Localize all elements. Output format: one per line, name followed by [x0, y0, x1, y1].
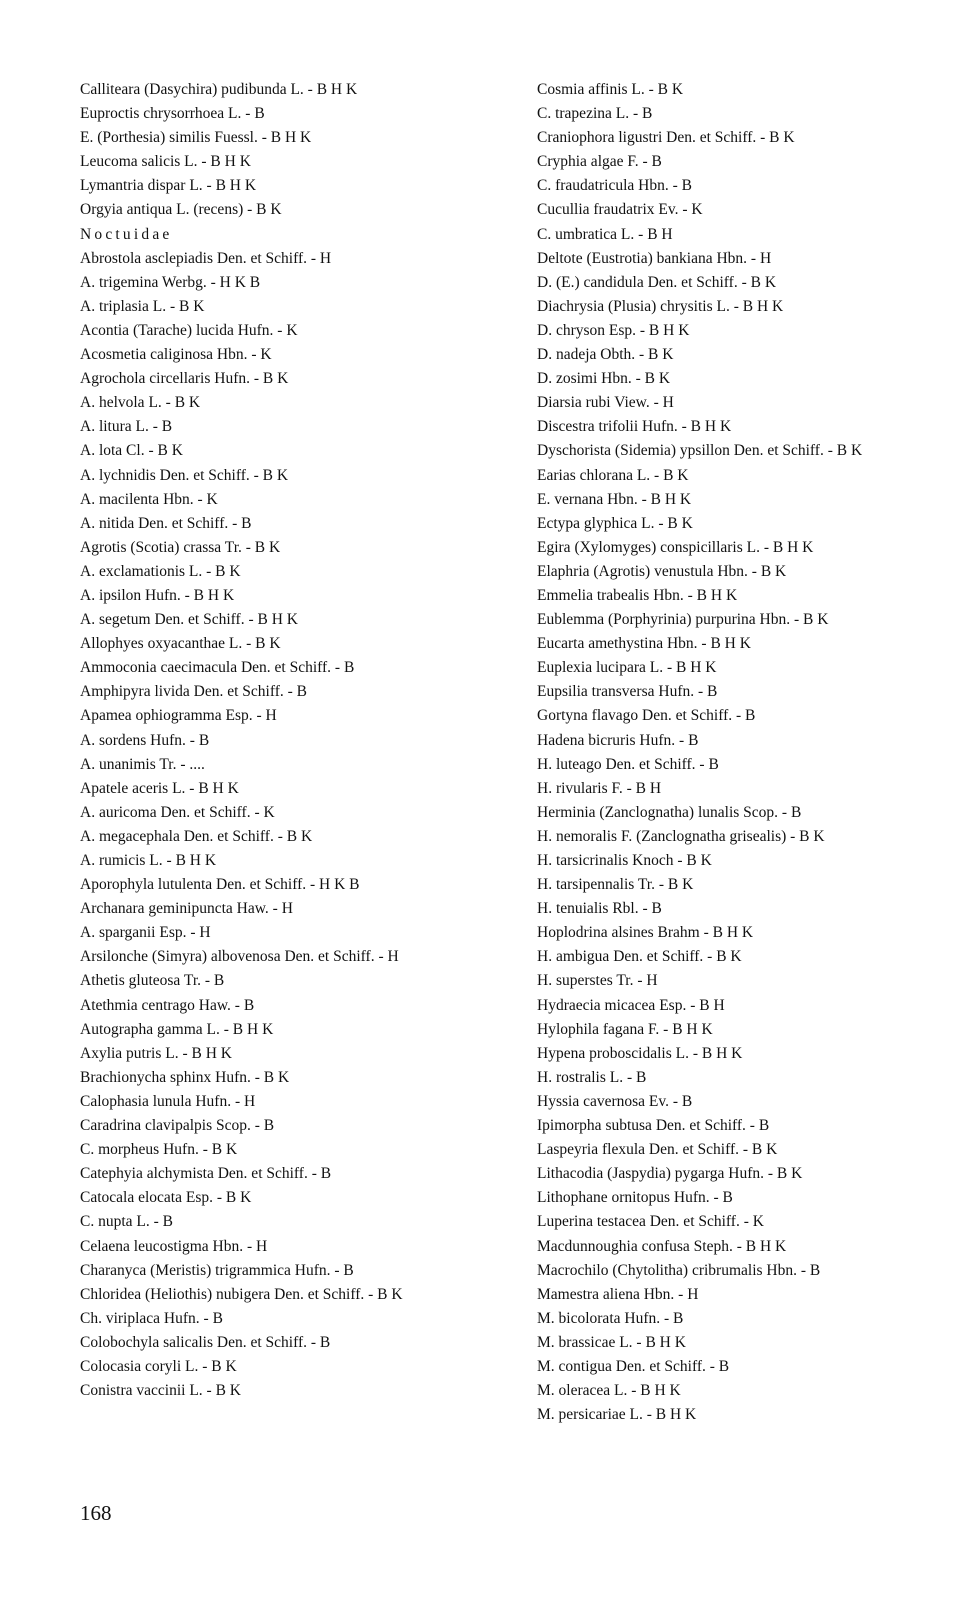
species-entry: Macdunnoughia confusa Steph. - B H K	[537, 1237, 787, 1255]
species-entry: Ipimorpha subtusa Den. et Schiff. - B	[537, 1117, 770, 1135]
species-entry: D. chryson Esp. - B H K	[537, 321, 690, 339]
species-entry: Amphipyra livida Den. et Schiff. - B	[80, 683, 308, 701]
species-entry: Egira (Xylomyges) conspicillaris L. - B H K	[537, 538, 814, 556]
species-entry: Mamestra aliena Hbn. - H	[537, 1285, 699, 1303]
species-entry: Hypena proboscidalis L. - B H K	[537, 1044, 743, 1062]
species-entry: H. rostralis L. - B	[537, 1068, 647, 1086]
species-entry: Calliteara (Dasychira) pudibunda L. - B H K	[80, 81, 358, 98]
species-entry: Hydraecia micacea Esp. - B H	[537, 996, 725, 1014]
species-entry: H. tarsipennalis Tr. - B K	[537, 876, 694, 894]
species-entry: A. lychnidis Den. et Schiff. - B K	[80, 466, 289, 484]
species-entry: Discestra trifolii Hufn. - B H K	[537, 418, 732, 436]
species-entry: H. ambigua Den. et Schiff. - B K	[537, 948, 742, 966]
species-entry: C. trapezina L. - B	[537, 105, 653, 123]
species-entry: Cosmia affinis L. - B K	[537, 81, 684, 98]
species-entry: Colocasia coryli L. - B K	[80, 1357, 237, 1375]
species-entry: C. morpheus Hufn. - B K	[80, 1141, 238, 1159]
species-entry: D. (E.) candidula Den. et Schiff. - B K	[537, 273, 777, 291]
species-entry: D. nadeja Obth. - B K	[537, 346, 674, 364]
species-entry: Chloridea (Heliothis) nubigera Den. et Schiff. - B K	[80, 1285, 403, 1303]
species-entry: Ch. viriplaca Hufn. - B	[80, 1309, 223, 1327]
species-entry: Hadena bicruris Hufn. - B	[537, 731, 699, 749]
species-entry: Eupsilia transversa Hufn. - B	[537, 683, 718, 701]
species-entry: Cucullia fraudatrix Ev. - K	[537, 201, 703, 219]
species-entry: A. segetum Den. et Schiff. - B H K	[80, 611, 298, 629]
species-entry: Craniophora ligustri Den. et Schiff. - B K	[537, 129, 795, 147]
species-entry: Acontia (Tarache) lucida Hufn. - K	[80, 321, 298, 339]
species-entry: Diarsia rubi View. - H	[537, 394, 674, 412]
species-entry: C. umbratica L. - B H	[537, 225, 673, 243]
species-entry: Calophasia lunula Hufn. - H	[80, 1092, 256, 1110]
species-entry: Agrotis (Scotia) crassa Tr. - B K	[80, 538, 281, 556]
species-entry: A. triplasia L. - B K	[80, 297, 205, 315]
species-entry: Conistra vaccinii L. - B K	[80, 1382, 241, 1400]
species-list-left-column	[80, 78, 520, 1403]
species-entry: C. fraudatricula Hbn. - B	[537, 177, 692, 195]
species-entry: A. trigemina Werbg. - H K B	[80, 273, 261, 291]
species-entry: Catocala elocata Esp. - B K	[80, 1189, 252, 1207]
species-entry: M. contigua Den. et Schiff. - B	[537, 1357, 730, 1375]
species-entry: Euproctis chrysorrhoea L. - B	[80, 105, 265, 123]
species-entry: A. rumicis L. - B H K	[80, 852, 217, 869]
species-entry: Herminia (Zanclognatha) lunalis Scop. - B	[537, 803, 802, 821]
species-entry: A. megacephala Den. et Schiff. - B K	[80, 827, 313, 845]
species-entry: E. vernana Hbn. - B H K	[537, 490, 692, 508]
species-entry: A. helvola L. - B K	[80, 394, 201, 412]
species-entry: H. superstes Tr. - H	[537, 972, 658, 990]
species-entry: A. auricoma Den. et Schiff. - K	[80, 803, 275, 821]
species-entry: M. bicolorata Hufn. - B	[537, 1309, 684, 1327]
species-entry: H. tenuialis Rbl. - B	[537, 900, 662, 918]
species-entry: Celaena leucostigma Hbn. - H	[80, 1237, 268, 1255]
species-entry: Orgyia antiqua L. (recens) - B K	[80, 201, 282, 219]
species-entry: Catephyia alchymista Den. et Schiff. - B	[80, 1165, 332, 1183]
species-entry: M. oleracea L. - B H K	[537, 1382, 681, 1400]
species-entry: Arsilonche (Simyra) albovenosa Den. et Schiff. - H	[80, 948, 399, 966]
species-entry: Dyschorista (Sidemia) ypsillon Den. et Schiff. - B K	[537, 442, 863, 460]
species-entry: Lithacodia (Jaspydia) pygarga Hufn. - B K	[537, 1165, 803, 1183]
species-entry: E. (Porthesia) similis Fuessl. - B H K	[80, 129, 312, 147]
species-entry: H. tarsicrinalis Knoch - B K	[537, 852, 712, 869]
species-entry: Lithophane ornitopus Hufn. - B	[537, 1189, 733, 1207]
species-entry: Ammoconia caecimacula Den. et Schiff. - B	[80, 659, 355, 677]
species-entry: Deltote (Eustrotia) bankiana Hbn. - H	[537, 249, 772, 267]
species-entry: Cryphia algae F. - B	[537, 153, 662, 171]
species-entry: A. sparganii Esp. - H	[80, 924, 211, 942]
species-entry: Luperina testacea Den. et Schiff. - K	[537, 1213, 764, 1231]
species-entry: A. lota Cl. - B K	[80, 442, 183, 460]
species-entry: C. nupta L. - B	[80, 1213, 173, 1231]
species-entry: Hylophila fagana F. - B H K	[537, 1020, 713, 1038]
species-entry: Charanyca (Meristis) trigrammica Hufn. - B	[80, 1261, 354, 1279]
species-entry: Ectypa glyphica L. - B K	[537, 514, 693, 532]
species-entry: M. brassicae L. - B H K	[537, 1333, 686, 1351]
species-entry: A. litura L. - B	[80, 418, 173, 436]
species-entry: Apamea ophiogramma Esp. - H	[80, 707, 277, 725]
species-entry: Gortyna flavago Den. et Schiff. - B	[537, 707, 756, 725]
species-entry: Archanara geminipuncta Haw. - H	[80, 900, 293, 918]
species-entry: H. rivularis F. - B H	[537, 779, 662, 797]
species-entry: Elaphria (Agrotis) venustula Hbn. - B K	[537, 562, 787, 580]
family-heading: Noctuidae	[80, 225, 173, 243]
species-entry: H. nemoralis F. (Zanclognatha grisealis) - B K	[537, 827, 825, 845]
page-number: 168	[80, 1501, 112, 1525]
species-entry: Diachrysia (Plusia) chrysitis L. - B H K	[537, 297, 784, 315]
species-entry: Aporophyla lutulenta Den. et Schiff. - H K B	[80, 876, 360, 894]
species-entry: Brachionycha sphinx Hufn. - B K	[80, 1068, 290, 1086]
species-entry: Atethmia centrago Haw. - B	[80, 996, 255, 1014]
species-entry: D. zosimi Hbn. - B K	[537, 370, 671, 388]
species-entry: Laspeyria flexula Den. et Schiff. - B K	[537, 1141, 778, 1159]
species-entry: Earias chlorana L. - B K	[537, 466, 689, 484]
species-entry: Eucarta amethystina Hbn. - B H K	[537, 635, 751, 653]
species-entry: Apatele aceris L. - B H K	[80, 779, 239, 797]
species-entry: Caradrina clavipalpis Scop. - B	[80, 1117, 275, 1135]
species-entry: Axylia putris L. - B H K	[80, 1044, 232, 1062]
species-entry: Emmelia trabealis Hbn. - B H K	[537, 586, 738, 604]
species-entry: A. unanimis Tr. - ....	[80, 755, 205, 773]
species-entry: A. sordens Hufn. - B	[80, 731, 210, 749]
species-entry: Allophyes oxyacanthae L. - B K	[80, 635, 281, 653]
species-entry: Hoplodrina alsines Brahm - B H K	[537, 924, 754, 942]
species-entry: Macrochilo (Chytolitha) cribrumalis Hbn. - B	[537, 1261, 821, 1279]
species-entry: Athetis gluteosa Tr. - B	[80, 972, 225, 990]
species-entry: Autographa gamma L. - B H K	[80, 1020, 274, 1038]
species-entry: Eublemma (Porphyrinia) purpurina Hbn. - B K	[537, 611, 829, 629]
species-entry: M. persicariae L. - B H K	[537, 1406, 697, 1424]
species-entry: H. luteago Den. et Schiff. - B	[537, 755, 719, 773]
species-entry: A. macilenta Hbn. - K	[80, 490, 218, 508]
species-list-right-column	[537, 78, 957, 1427]
species-entry: A. exclamationis L. - B K	[80, 562, 241, 580]
species-entry: Hyssia cavernosa Ev. - B	[537, 1092, 693, 1110]
species-entry: Lymantria dispar L. - B H K	[80, 177, 257, 195]
species-entry: Leucoma salicis L. - B H K	[80, 153, 251, 171]
species-entry: Euplexia lucipara L. - B H K	[537, 659, 717, 677]
species-entry: A. nitida Den. et Schiff. - B	[80, 514, 252, 532]
species-entry: Colobochyla salicalis Den. et Schiff. - B	[80, 1333, 331, 1351]
species-entry: A. ipsilon Hufn. - B H K	[80, 586, 235, 604]
species-entry: Agrochola circellaris Hufn. - B K	[80, 370, 289, 388]
species-entry: Acosmetia caliginosa Hbn. - K	[80, 346, 272, 364]
species-entry: Abrostola asclepiadis Den. et Schiff. - H	[80, 249, 332, 267]
